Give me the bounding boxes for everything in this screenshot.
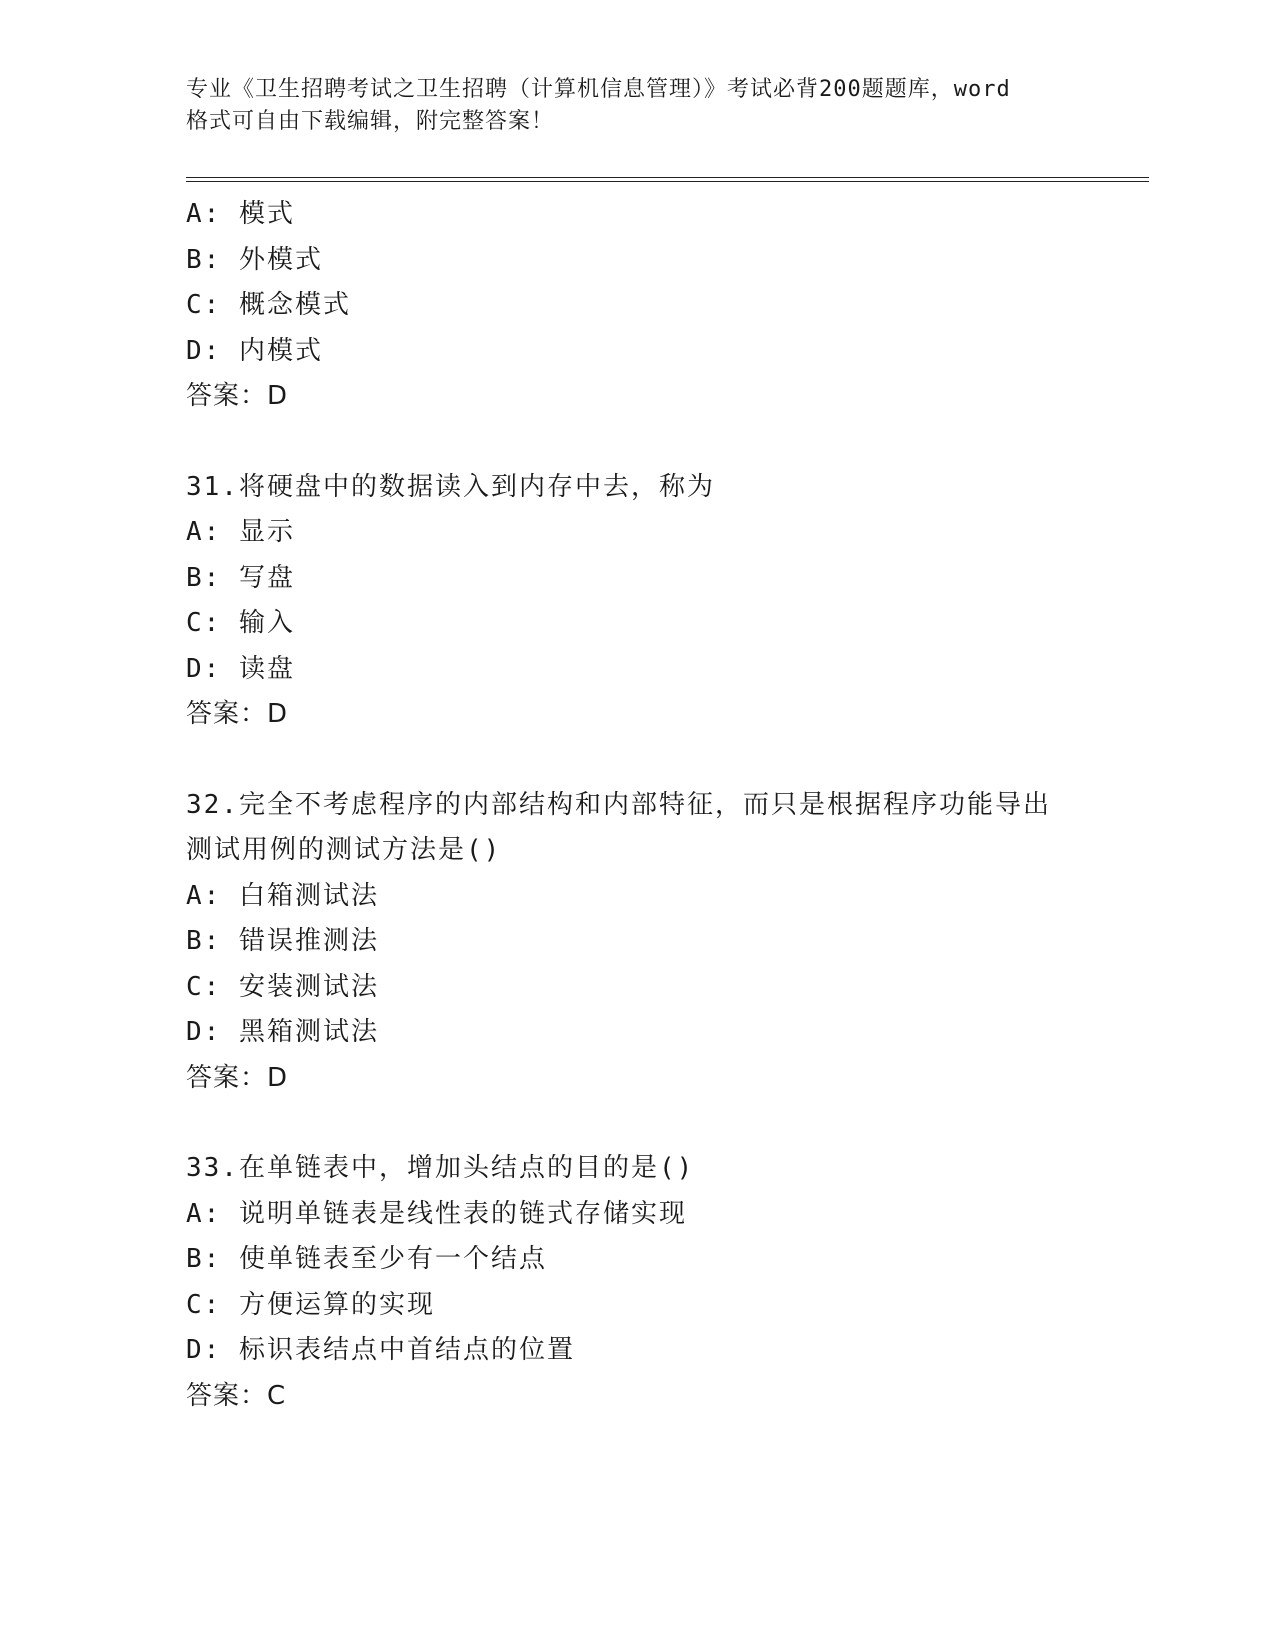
question-block-31: [186, 465, 1146, 738]
option-b: B: 写盘: [186, 562, 295, 593]
header-line-2: 格式可自由下载编辑，附完整答案！: [186, 109, 555, 134]
option-d: D: 内模式: [186, 335, 323, 366]
option-b: B: 使单链表至少有一个结点: [186, 1244, 547, 1274]
option-a: A: 白箱测试法: [186, 880, 379, 911]
option-d: D: 黑箱测试法: [186, 1017, 379, 1047]
question-stem: 33.在单链表中，增加头结点的目的是(): [186, 1153, 695, 1183]
question-stem-continued: 测试用例的测试方法是(): [186, 835, 502, 865]
option-a: A: 模式: [186, 199, 295, 229]
question-block-33: [186, 1146, 1146, 1419]
document-header: [186, 74, 1086, 138]
option-d: D: 读盘: [186, 653, 295, 684]
option-b: B: 外模式: [186, 244, 323, 275]
spacer: [186, 738, 1146, 783]
answer-line: 答案：D: [186, 1062, 289, 1093]
option-c: C: 方便运算的实现: [186, 1289, 435, 1320]
option-c: C: 安装测试法: [186, 971, 379, 1002]
question-stem: 32.完全不考虑程序的内部结构和内部特征，而只是根据程序功能导出: [186, 789, 1051, 820]
spacer: [186, 1101, 1146, 1146]
option-a: A: 说明单链表是线性表的链式存储实现: [186, 1198, 687, 1229]
option-b: B: 错误推测法: [186, 926, 379, 956]
question-block-32: [186, 783, 1146, 1102]
question-list: [186, 192, 1146, 1419]
answer-line: 答案：D: [186, 699, 289, 729]
option-a: A: 显示: [186, 517, 295, 547]
option-c: C: 概念模式: [186, 290, 351, 320]
header-divider-top: [186, 177, 1149, 178]
answer-line: 答案：D: [186, 381, 289, 411]
answer-line: 答案：C: [186, 1380, 287, 1411]
spacer: [186, 420, 1146, 465]
header-divider-bottom: [186, 181, 1149, 182]
question-stem: 31.将硬盘中的数据读入到内存中去，称为: [186, 471, 715, 502]
option-d: D: 标识表结点中首结点的位置: [186, 1335, 575, 1365]
header-line-1: 专业《卫生招聘考试之卫生招聘（计算机信息管理）》考试必背200题题库，word: [186, 77, 1011, 102]
question-block-30: [186, 192, 1146, 420]
option-c: C: 输入: [186, 608, 295, 638]
